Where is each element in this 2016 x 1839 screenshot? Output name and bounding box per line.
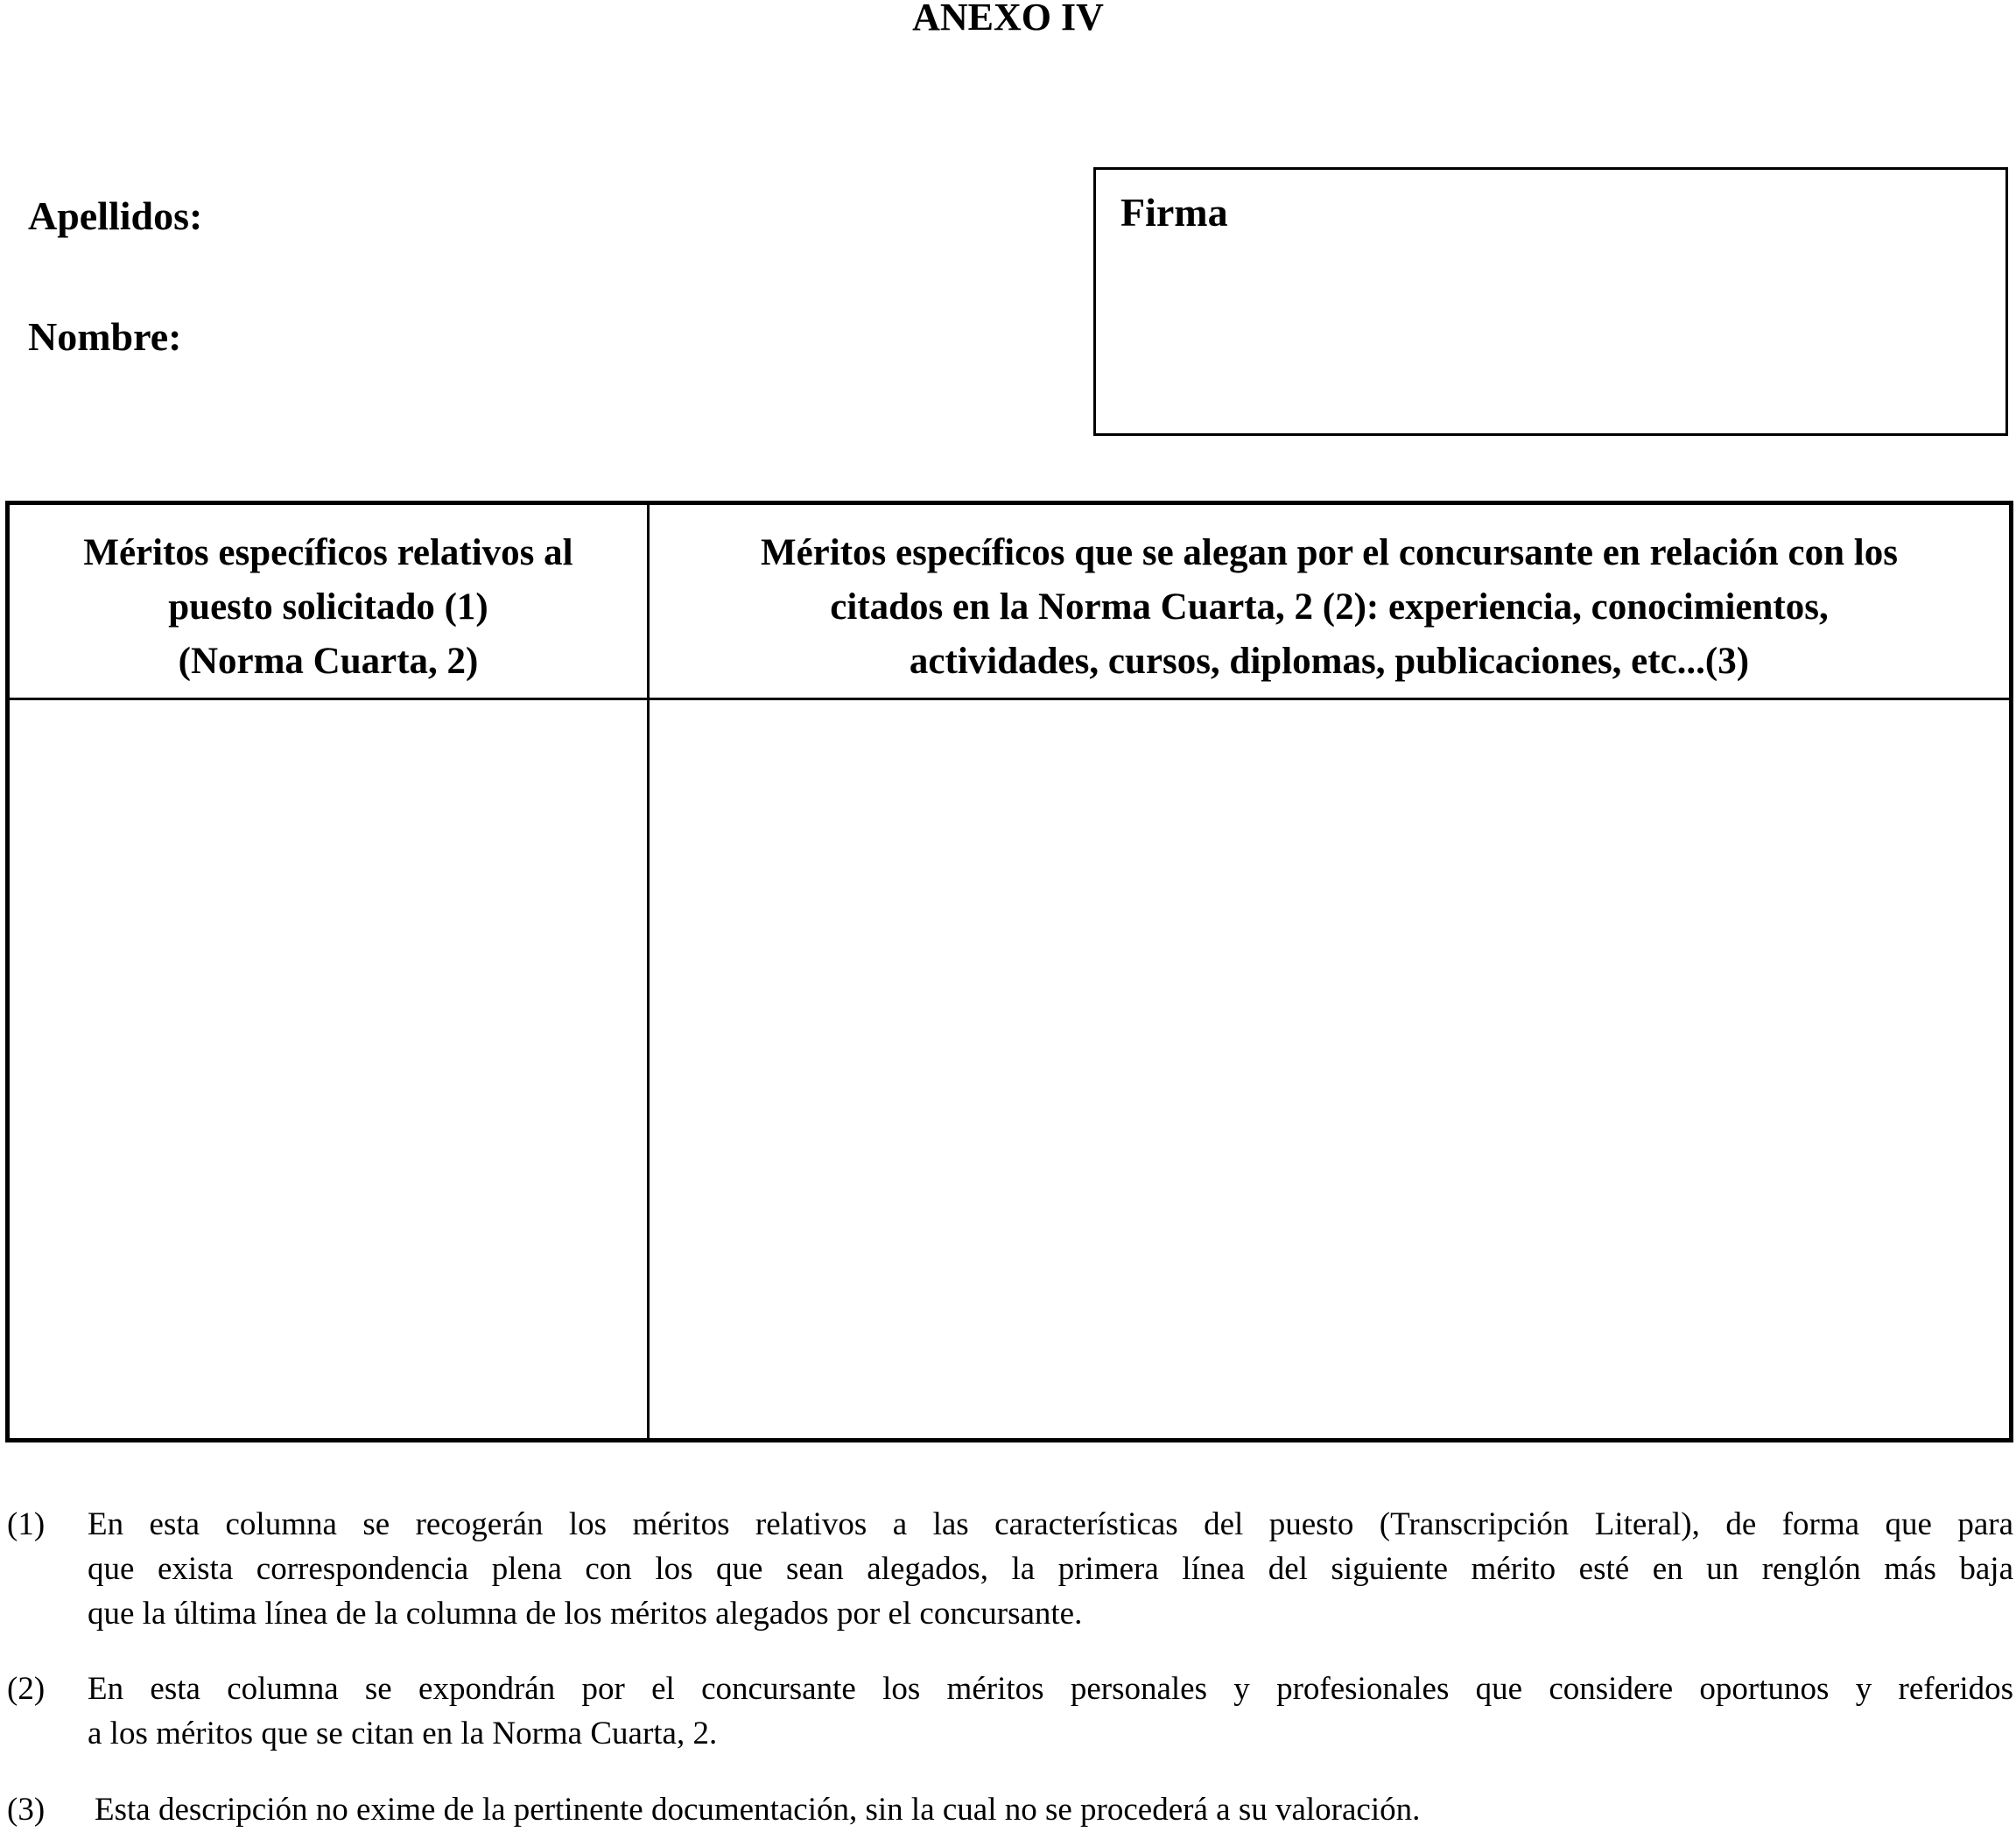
firma-box[interactable]: [1093, 167, 2008, 436]
footnote-line: En esta columna se recogerán los méritos relativos a las características del puesto (Transcripción Literal), de forma que para: [88, 1506, 2013, 1542]
header-cell-alleged-merits: [650, 526, 2009, 689]
footnote-line: a los méritos que se citan en la Norma Cuarta, 2.: [88, 1716, 718, 1751]
header-line: Méritos específicos que se alegan por el concursante en relación con los: [761, 532, 1898, 573]
footnote-line: En esta columna se expondrán por el concursante los méritos personales y profesionales que considere oportunos y referidos: [88, 1671, 2013, 1707]
header-cell-required-merits: [10, 526, 647, 689]
firma-label: Firma: [1120, 190, 1228, 235]
header-line: citados en la Norma Cuarta, 2 (2): experiencia, conocimientos,: [830, 586, 1829, 628]
header-line: puesto solicitado (1): [168, 586, 488, 628]
footnote-number: (2): [7, 1671, 46, 1707]
footnote-line: que exista correspondencia plena con los que sean alegados, la primera línea del siguiente mérito esté en un renglón más baja: [88, 1551, 2013, 1587]
alleged-merits-cell[interactable]: [650, 700, 2009, 1438]
footnote-line: Esta descripción no exime de la pertinente documentación, sin la cual no se procederá a su valoración.: [95, 1792, 1421, 1828]
footnote-number: (3): [7, 1792, 46, 1828]
footnote-number: (1): [7, 1506, 46, 1542]
apellidos-label: Apellidos:: [28, 193, 203, 238]
header-line: actividades, cursos, diplomas, publicaciones, etc...(3): [909, 641, 1750, 682]
header-line: (Norma Cuarta, 2): [178, 641, 479, 682]
nombre-label: Nombre:: [28, 314, 182, 359]
document-title: ANEXO IV: [912, 0, 1104, 39]
merits-table: [5, 501, 2013, 1442]
header-line: Méritos específicos relativos al: [83, 532, 573, 573]
required-merits-cell[interactable]: [10, 700, 647, 1438]
footnote-line: que la última línea de la columna de los méritos alegados por el concursante.: [88, 1596, 1083, 1632]
